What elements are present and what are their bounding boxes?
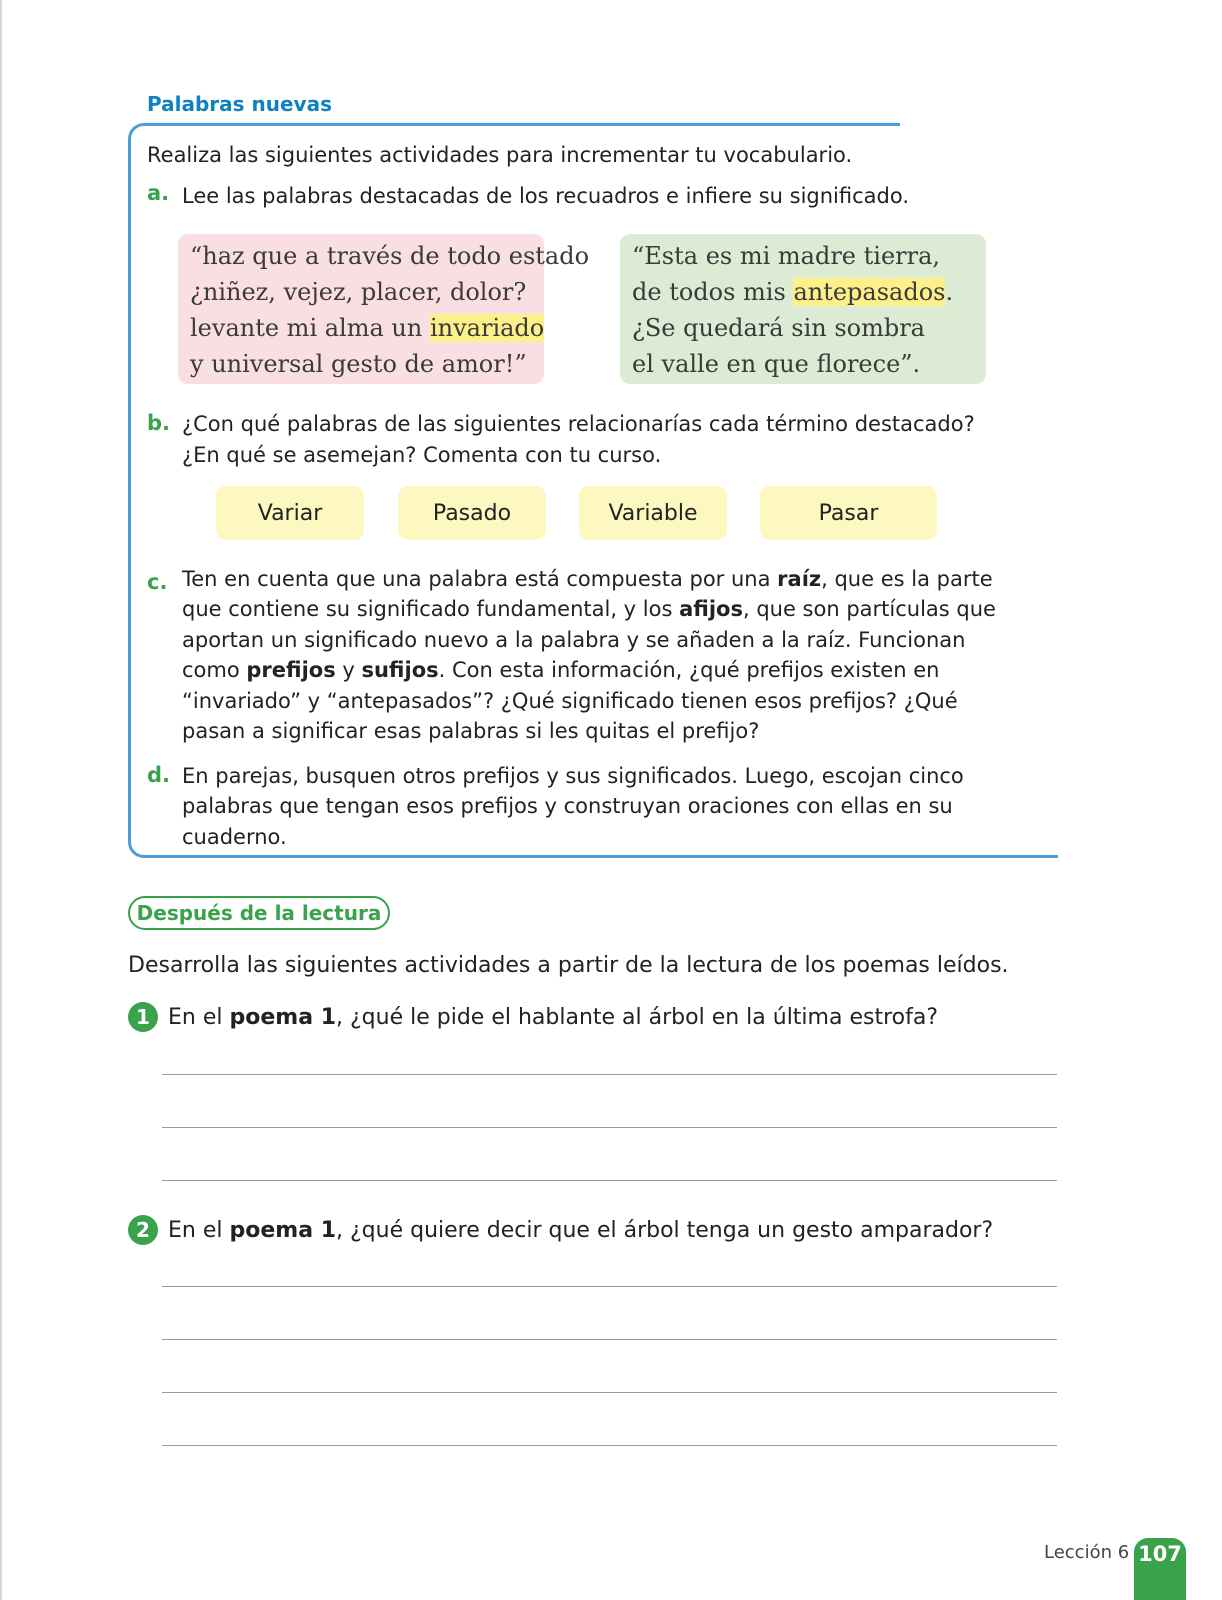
poem1-line2: ¿niñez, vejez, placer, dolor? — [190, 278, 527, 306]
item-d-line3: cuaderno. — [182, 825, 287, 849]
answer-line[interactable] — [162, 1445, 1057, 1446]
item-b-line2: ¿En qué se asemejan? Comenta con tu curso. — [182, 443, 662, 467]
answer-line[interactable] — [162, 1074, 1057, 1075]
item-letter-c: c. — [147, 570, 168, 594]
item-d-line1: En parejas, busquen otros prefijos y sus significados. Luego, escojan cinco — [182, 764, 964, 788]
word-chip-variar: Variar — [216, 486, 364, 540]
c-l4-e: . Con esta información, ¿qué prefijos existen en — [438, 658, 940, 682]
term-prefijos: prefijos — [246, 658, 336, 682]
page-number: 107 — [1134, 1538, 1186, 1600]
q1-pre: En el — [168, 1005, 230, 1030]
poem2-line2 — [632, 274, 974, 310]
poem2-line1: “Esta es mi madre tierra, — [632, 242, 941, 270]
word-chip-pasado: Pasado — [398, 486, 546, 540]
section-title-palabras-nuevas: Palabras nuevas — [147, 92, 332, 116]
item-letter-b: b. — [147, 411, 171, 435]
q1-post: , ¿qué le pide el hablante al árbol en la última estrofa? — [336, 1005, 938, 1030]
word-chip-variable: Variable — [579, 486, 727, 540]
poem2-line2-end: . — [945, 278, 954, 306]
item-a-text: Lee las palabras destacadas de los recuadros e infiere su significado. — [182, 184, 910, 208]
question-2-text — [168, 1218, 993, 1243]
after-reading-intro: Desarrolla las siguientes actividades a partir de la lectura de los poemas leídos. — [128, 953, 1009, 978]
item-d-line2: palabras que tengan esos prefijos y construyan oraciones con ellas en su — [182, 794, 953, 818]
item-c-line3: aportan un significado nuevo a la palabra y se añaden a la raíz. Funcionan — [182, 628, 966, 652]
c-l4-c: y — [335, 658, 362, 682]
term-afijos: afijos — [679, 597, 743, 621]
highlighted-word-invariado: invariado — [429, 314, 545, 342]
q2-post: , ¿qué quiere decir que el árbol tenga un gesto amparador? — [336, 1218, 994, 1243]
answer-line[interactable] — [162, 1392, 1057, 1393]
section-tab-despues-de-la-lectura: Después de la lectura — [128, 896, 390, 930]
answer-line[interactable] — [162, 1127, 1057, 1128]
item-c-line4 — [182, 655, 939, 686]
poem2-line2-text: de todos mis — [632, 278, 794, 306]
item-c-line1 — [182, 564, 993, 595]
poem1-line3-text: levante mi alma un — [190, 314, 430, 342]
poem1-line4: y universal gesto de amor!” — [190, 350, 527, 378]
item-c-line2 — [182, 594, 996, 625]
c-l2-c: , que son partículas que — [742, 597, 996, 621]
poem-excerpt-1 — [178, 234, 590, 384]
c-l2-a: que contiene su significado fundamental, y los — [182, 597, 680, 621]
answer-line[interactable] — [162, 1286, 1057, 1287]
q1-bold: poema 1 — [229, 1005, 337, 1030]
item-letter-a: a. — [147, 181, 170, 205]
item-c-line5: “invariado” y “antepasados”? ¿Qué significado tienen esos prefijos? ¿Qué — [182, 689, 958, 713]
c-l1-a: Ten en cuenta que una palabra está compuesta por una — [182, 567, 778, 591]
term-sufijos: sufijos — [361, 658, 439, 682]
frame-gap — [900, 120, 1070, 128]
q2-bold: poema 1 — [229, 1218, 337, 1243]
vocab-intro: Realiza las siguientes actividades para incrementar tu vocabulario. — [147, 143, 853, 167]
word-chip-pasar: Pasar — [760, 486, 937, 540]
question-number-2: 2 — [128, 1215, 158, 1245]
q2-pre: En el — [168, 1218, 230, 1243]
poem2-line4: el valle en que florece”. — [632, 350, 921, 378]
question-number-1: 1 — [128, 1002, 158, 1032]
highlighted-word-antepasados: antepasados — [793, 278, 946, 306]
item-letter-d: d. — [147, 763, 171, 787]
item-b-line1: ¿Con qué palabras de las siguientes relacionarías cada término destacado? — [182, 412, 975, 436]
poem2-line3: ¿Se quedará sin sombra — [632, 314, 925, 342]
poem1-line1: “haz que a través de todo estado — [190, 242, 590, 270]
term-raiz: raíz — [777, 567, 822, 591]
answer-line[interactable] — [162, 1339, 1057, 1340]
item-c-line6: pasan a significar esas palabras si les quitas el prefijo? — [182, 719, 760, 743]
lesson-label: Lección 6 — [1044, 1542, 1130, 1563]
answer-line[interactable] — [162, 1180, 1057, 1181]
poem-excerpt-2 — [620, 234, 986, 384]
c-l1-c: , que es la parte — [821, 567, 993, 591]
c-l4-a: como — [182, 658, 247, 682]
poem1-line3 — [190, 310, 545, 346]
page-edge — [0, 0, 2, 1600]
question-1-text — [168, 1005, 938, 1030]
